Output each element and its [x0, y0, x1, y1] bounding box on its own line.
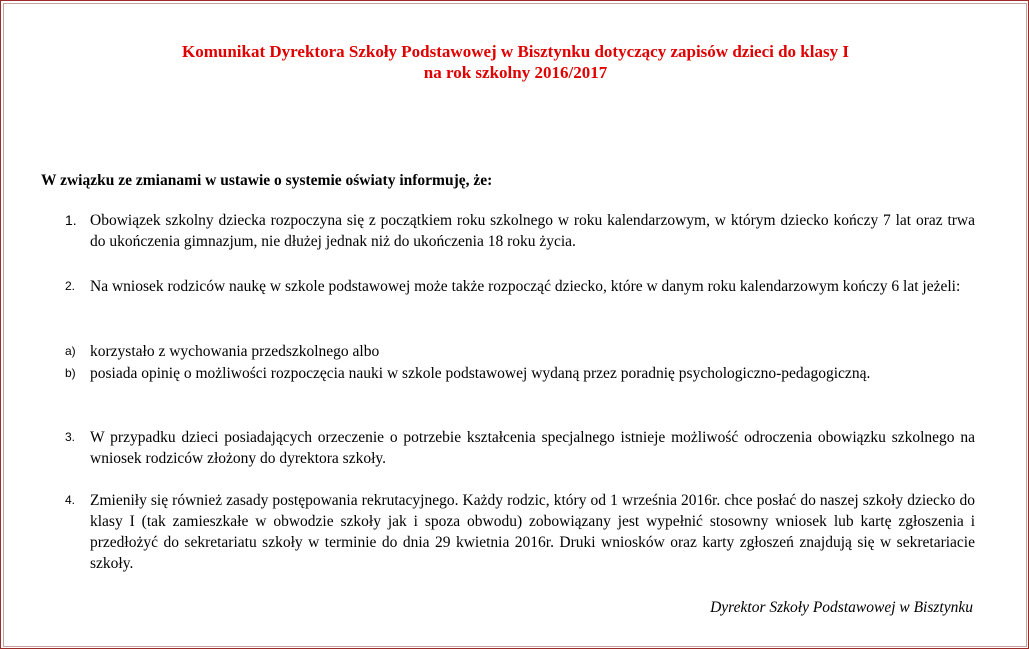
list-marker-1: 1. [65, 212, 77, 228]
list-item-3: W przypadku dzieci posiadających orzeczenie o potrzebie kształcenia specjalnego istnieje możliwość odroczenia obowiązku szkolnego na wniosek rodziców złożony do dyrektora szkoły. [90, 429, 975, 467]
list-item-2: Na wniosek rodziców naukę w szkole podstawowej może także rozpocząć dziecko, które w danym roku kalendarzowym kończy 6 lat jeżeli: [90, 278, 961, 295]
list-marker-a: a) [65, 344, 76, 358]
list-marker-2: 2. [65, 279, 76, 293]
list-marker-3: 3. [65, 430, 76, 444]
list-item-4: Zmieniły się również zasady postępowania rekrutacyjnego. Każdy rodzic, który od 1 września 2016r. chce posłać do naszej szkoły dziecko do klasy I (tak zamieszkałe w obwodzie szkoły jak i spoza obwodu) zobowiązany jest wypełnić stosowny wniosek lub kartę zgłoszenia i przedłożyć do sekretariatu szkoły w terminie do dnia 29 kwietnia 2016r. Druki wniosków oraz karty zgłoszeń znajdują się w sekretariacie szkoły. [90, 492, 975, 572]
list-item-a: korzystało z wychowania przedszkolnego albo [90, 343, 380, 360]
signature: Dyrektor Szkoły Podstawowej w Bisztynku [710, 599, 973, 616]
intro-text: W związku ze zmianami w ustawie o systemie oświaty informuję, że: [41, 172, 493, 189]
list-item-b: posiada opinię o możliwości rozpoczęcia nauki w szkole podstawowej wydaną przez poradnię psychologiczno-pedagogiczną. [90, 365, 871, 382]
list-marker-b: b) [65, 366, 76, 380]
title-line-1: Komunikat Dyrektora Szkoły Podstawowej w Bisztynku dotyczący zapisów dzieci do klasy I [182, 42, 849, 61]
list-item-1: Obowiązek szkolny dziecka rozpoczyna się z początkiem roku szkolnego w roku kalendarzowym, w którym dziecko kończy 7 lat oraz trwa do ukończenia gimnazjum, nie dłużej jednak niż do ukończenia 18 roku życia. [90, 212, 975, 250]
title-line-2: na rok szkolny 2016/2017 [423, 63, 608, 82]
document-title [41, 41, 990, 83]
list-marker-4: 4. [65, 493, 76, 507]
